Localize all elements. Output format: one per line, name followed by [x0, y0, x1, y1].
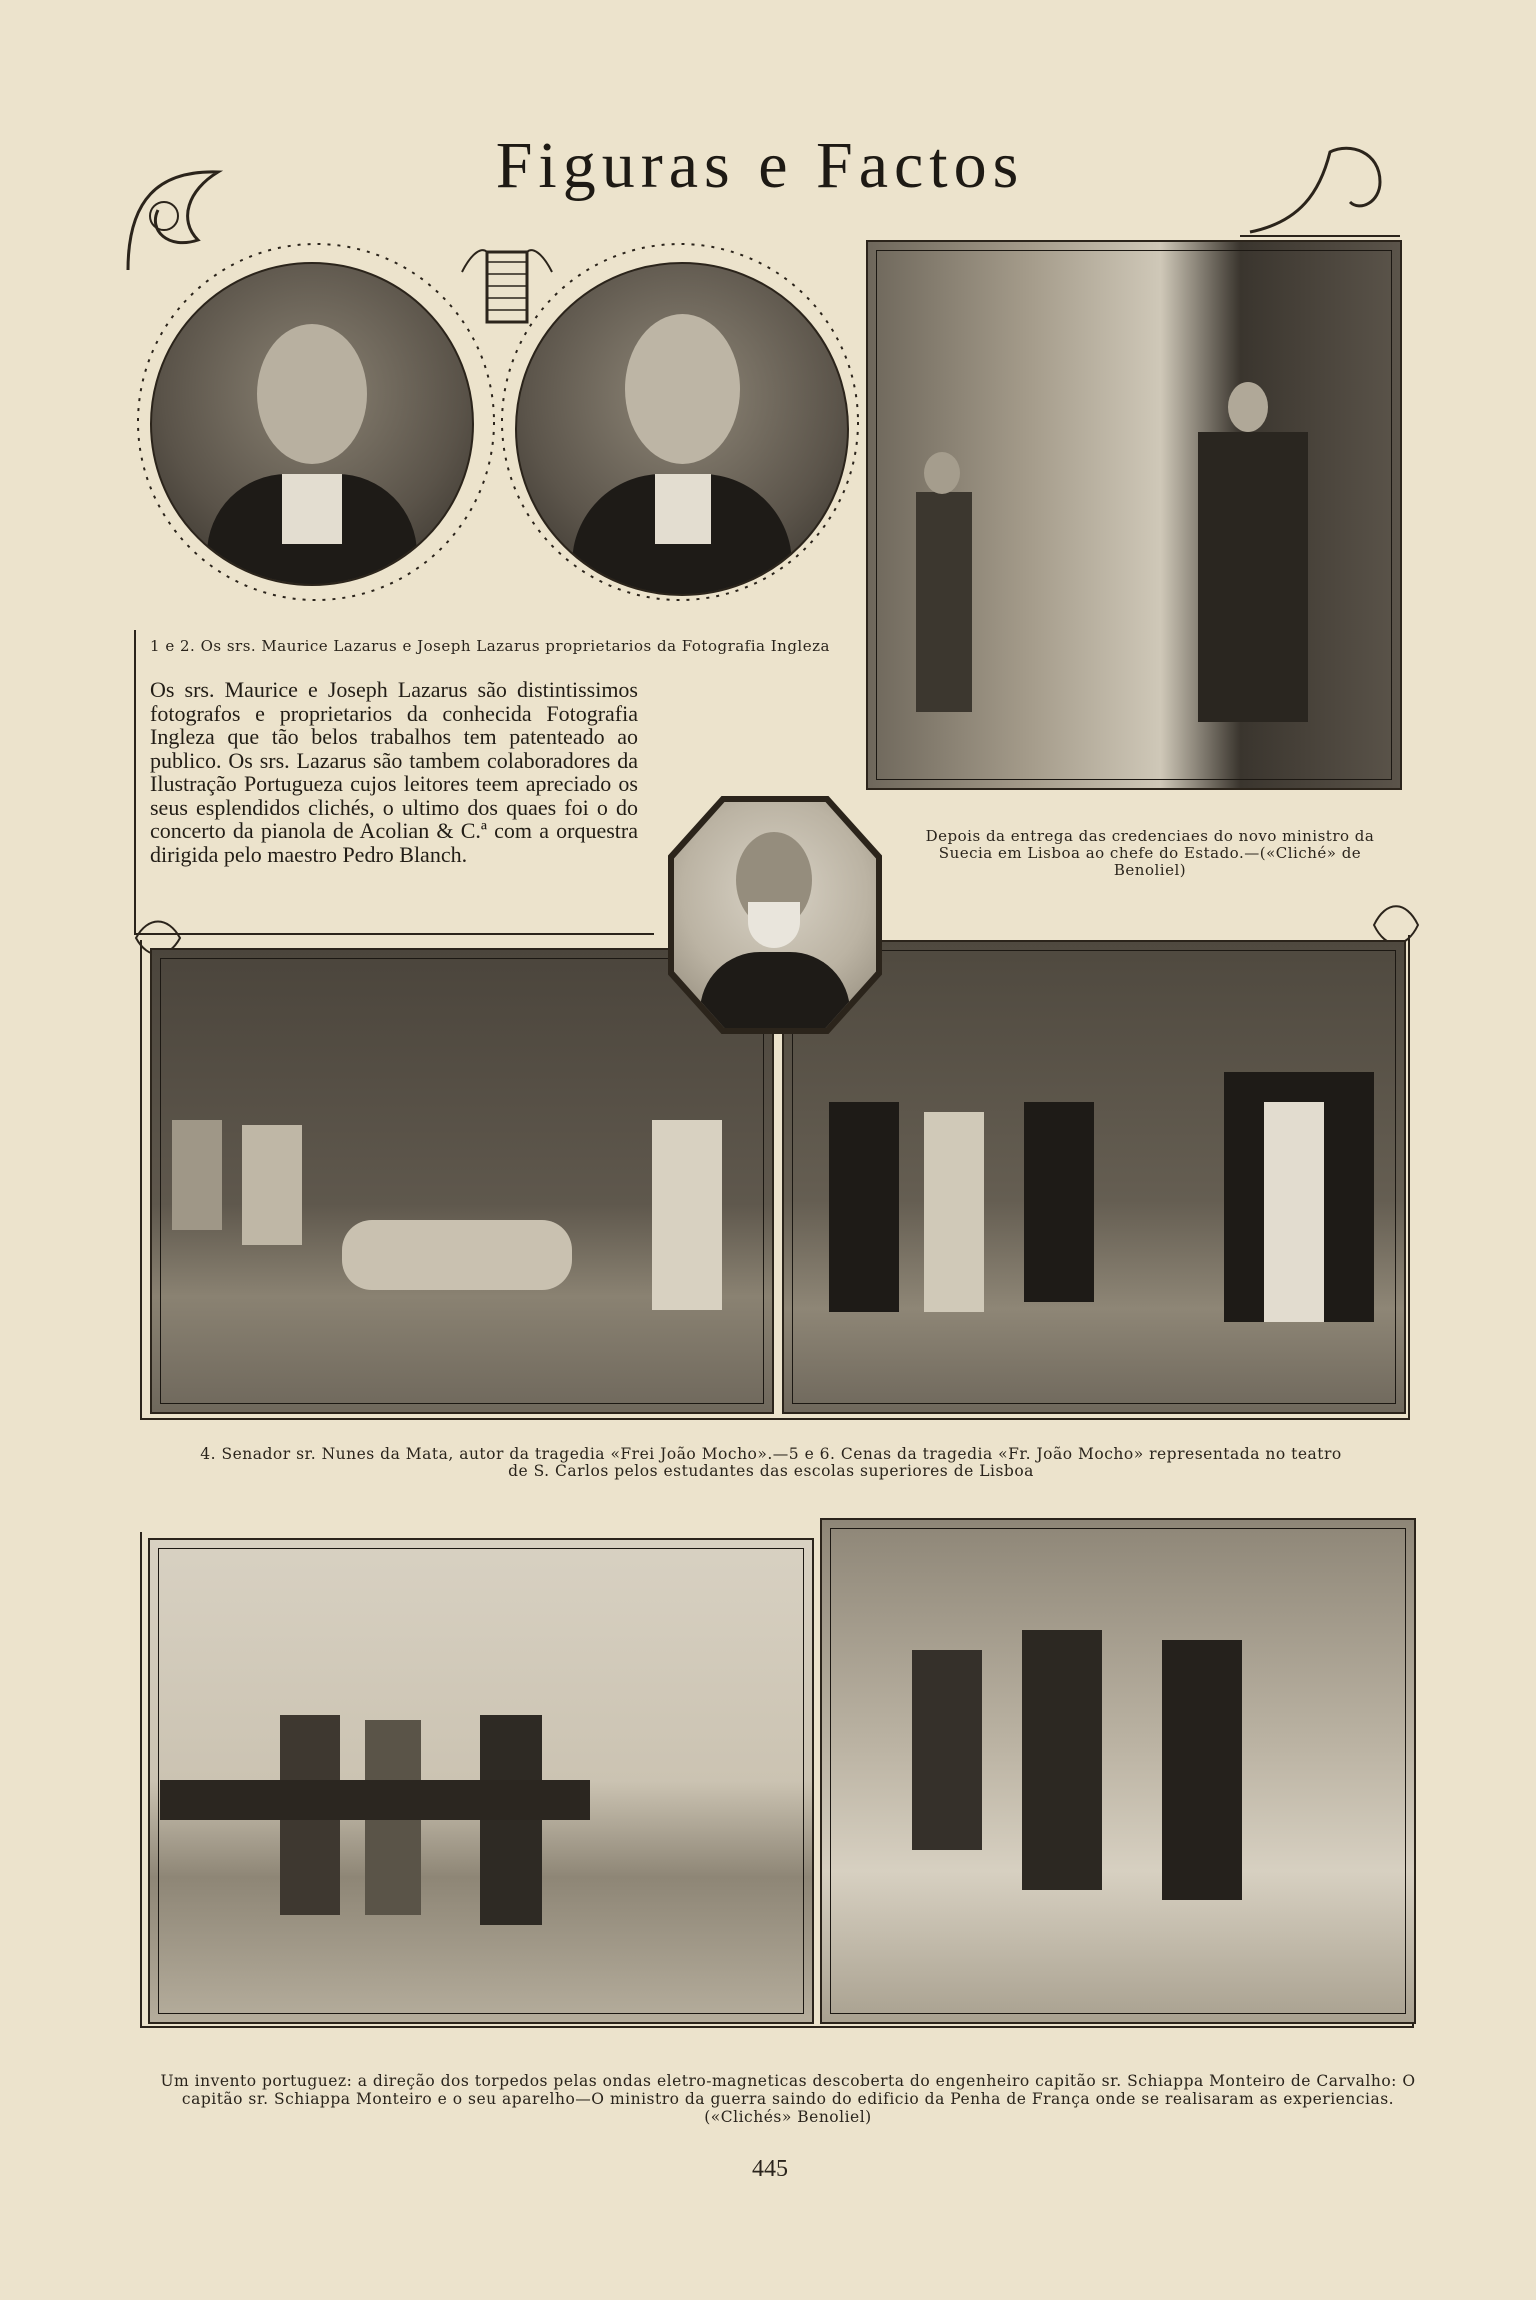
- frame-border: [140, 2026, 1414, 2028]
- frame-border: [140, 940, 142, 1420]
- frame-border: [134, 630, 136, 935]
- portrait-nunes-da-mata-frame: [668, 796, 882, 1034]
- embassy-caption: Depois da entrega das credenciaes do novo ministro da Suecia em Lisboa ao chefe do Estado.—(«Cliché» de Benoliel): [925, 827, 1375, 879]
- portrait-joseph-lazarus: [515, 262, 849, 596]
- portrait-maurice-lazarus: [150, 262, 474, 586]
- photo-swedish-minister-credentials: [866, 240, 1402, 790]
- portrait-caption: 1 e 2. Os srs. Maurice Lazarus e Joseph Lazarus proprietarios da Fotografia Ingleza: [150, 637, 830, 655]
- page-number: 445: [752, 2156, 788, 2182]
- frame-border: [134, 933, 654, 935]
- page-title: Figuras e Factos: [495, 129, 1025, 202]
- frame-border: [140, 1418, 1410, 1420]
- invention-caption: Um invento portuguez: a direção dos torpedos pelas ondas eletro-magneticas descoberta do engenheiro capitão sr. Schiappa Monteiro de Carvalho: O capitão sr. Schiappa Monteiro e o seu aparelho—O ministro da guerra saindo do edificio da Penha de França onde se realisaram as experiencias. («Clichés» Benoliel): [160, 2072, 1416, 2126]
- frame-border: [1408, 935, 1410, 1420]
- frame-border: [140, 1532, 142, 2027]
- lazarus-paragraph: Os srs. Maurice e Joseph Lazarus são distintissimos fotografos e proprietarios da conhecida Fotografia Ingleza que tão belos trabalhos tem patenteado ao publico. Os srs. Lazarus são tambem colaboradores da Ilustração Portugueza cujos leitores teem apreciado os seus esplendidos clichés, o ultimo dos quaes foi o do concerto da pianola de Acolian & C.ª com a orquestra dirigida pelo maestro Pedro Blanch.: [150, 677, 638, 867]
- corner-scroll-ornament-right: [1240, 132, 1400, 242]
- portrait-nunes-da-mata: [674, 802, 876, 1028]
- photo-torpedo-apparatus: [148, 1538, 814, 2024]
- photo-tragedy-scene-5: [150, 948, 774, 1414]
- photo-war-minister-penha-de-franca: [820, 1518, 1416, 2024]
- photo-tragedy-scene-6: [782, 940, 1406, 1414]
- tragedy-caption: 4. Senador sr. Nunes da Mata, autor da tragedia «Frei João Mocho».—5 e 6. Cenas da tragedia «Fr. João Mocho» representada no teatro de S. Carlos pelos estudantes das escolas superiores de Lisboa: [200, 1445, 1342, 1480]
